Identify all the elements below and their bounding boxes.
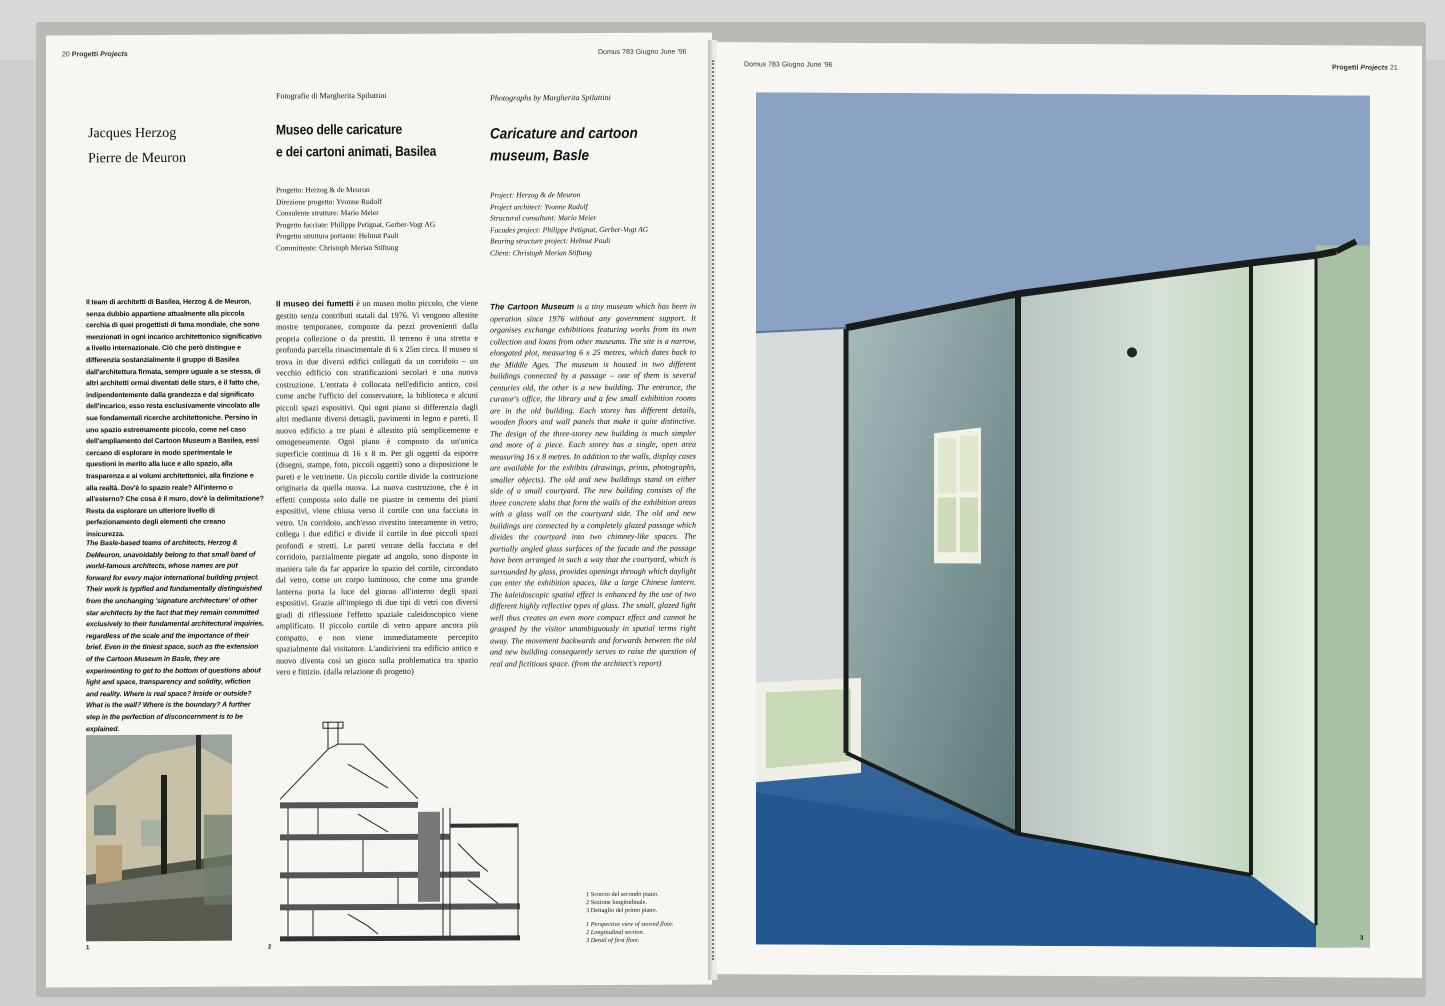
intro-english: The Basle-based teams of architects, Herzog & DeMeuron, unavoidably belong to that small band of world-famous architects, whose names are put forward for every major international building project. Their work is typified and fundamentally distinguished from the unchanging 'signature architecture' of other star architects by the fact that they remain committed exclusively to their fundamental architectural inquiries, regardless of the scale and the importance of their brief. Even in the tiniest space, such as the extension of the Cartoon Museum in Basle, they are experimenting to get to the bottom of questions about light and space, transparency and solidity, wfiction and reality. Where is real space? Inside or outside? What is the wall? Where is the boundary? A further step in the perfection of disconcernment is to be explained.	[86, 539, 264, 733]
title-english: Caricature and cartoon museum, Basle	[490, 124, 638, 165]
project-credits-it: Progetto: Herzog & de Meuron Direzione progetto: Yvonne Rudolf Consulente strutture: Mario Meier Progetto facciate: Philippe Petignat, Gerber-Vogt AG Progetto struttura portante: Helmut Pauli Committente: Christoph Merian Stiftung	[276, 185, 436, 252]
gallery-interior-photo	[756, 92, 1370, 947]
title-italian: Museo delle caricature e dei cartoni animati, Basilea	[276, 120, 437, 160]
page-number: 20	[62, 51, 70, 59]
longitudinal-section	[268, 703, 528, 954]
body-en-lead: The Cartoon Museum	[490, 302, 575, 312]
folio-left	[62, 51, 128, 58]
folio-right: Progetti Projects 21	[1332, 64, 1398, 72]
body-italian: Il museo dei fumetti è un museo molto piccolo, che viene gestito senza contributi statali dal 1976. Vi vengono allestite mostre temporanee, composte da pezzi provenienti dalla propria collezione o da prestiti. Il terreno è una stretta e profonda parcella rinascimentale di 6 x 25m circa. Il museo si trova in due diversi edifici collegati da un corridoio – un vecchio edificio con stratificazioni secolari e una nuova costruzione. L'entrata è collocata nell'edificio antico, così come anche l'ufficio del conservatore, la biblioteca e alcuni piccoli spazi espositivi. Qui ogni piano si differenzia dagli altri mediante diversi dettagli, pavimenti in legno e pareti. Il nuovo edificio a tre piani è allestito più semplicemente e omogeneamente. Ogni piano è composto da un'unica superficie continua di 16 x 8 m. Per gli oggetti da esporre (disegni, stampe, foto, piccoli oggetti) sono a disposizione le pareti e le vetrinette. Un piccolo cortile divide la costruzione originaria da quella nuova. La nuova costruzione, che è in effetti composta solo dalle tre piastre in cemento dei piani espositivi, viene chiusa verso il cortile con una facciata in vetro. Un corridoio, anch'esso rivestito interamente in vetro, collega i due edifici e divide il cortile in due piccoli spazi profondi e stretti. Le pareti vetrate della facciata e del corridoio, parzialmente piegate ad angolo, sono disposte in maniera tale da far apparire lo spazio del cortile, circondato dal vetro, come un corpo luminoso, che come una grande lanterna porta la luce del giorno all'interno degli spazi espositivi. Grazie all'impiego di due tipi di vetri con diversi gradi di riflessione l'effetto spaziale caleidoscopico viene amplificato. Il piccolo cortile di vetro appare ancora più compatto, e non viene immediatamente percepito spazialmente dal visitatore. L'andirivieni tra edificio antico e nuovo diventa così un gioco sulla problematica tra spazio vero e fittizio. (dalla relazione di progetto)	[276, 298, 478, 677]
author-2: Pierre de Meuron	[88, 150, 186, 167]
figure-2-section-drawing	[268, 703, 528, 954]
figure-1-number: 1	[86, 945, 90, 952]
body-it-lead: Il museo dei fumetti	[276, 299, 354, 309]
left-page	[46, 33, 712, 988]
right-page	[716, 42, 1422, 978]
photo-credit-it: Fotografie di Margherita Spiluttini	[276, 90, 387, 101]
section-label-en: Projects	[100, 51, 128, 59]
folio-issue-right: Domus 783 Giugno June '96	[744, 61, 833, 69]
body-english: The Cartoon Museum is a tiny museum which has been in operation since 1976 without any government support. It organises exchange exhibitions featuring works from its own collection and loans from other museums. The site is a narrow, elongated plot, measuring 6 x 25 metres, which dates back to the Middle Ages. The museum is housed in two different buildings connected by a passage – one of them is several centuries old, the other is a new building. The entrance, the curator's office, the library and a few small exhibition rooms are in the old building. Each storey has different details, wooden floors and wall panels that make it quite distinctive. The design of the three-storey new building is much simpler and more of a piece. Each storey has a single, open area measuring 16 x 8 metres. In addition to the walls, display cases are available for the exhibits (drawings, prints, photographs, smaller objects). The old and new buildings stand on either side of a small courtyard. The new building consists of the three concrete slabs that form the walls of the exhibition areas with a glass wall on the courtyard side. The old and new buildings are connected by a completely glazed passage which divides the courtyard into two chimney-like spaces. The partially angled glass surfaces of the facade and the passage have been arranged in such a way that the courtyard, which is surrounded by glass, provides openings through which daylight can enter the exhibition spaces, like a large Chinese lantern. The kaleidoscopic spatial effect is enhanced by the use of two different highly reflective types of glass. The small, glazed light well thus creates an even more compact effect and cannot be grasped by the visitor unambiguously in spatial terms right away. The movement backwards and forwards between the old and new building consequently serves to raise the question of real and fictitious space. (from the architect's report)	[490, 301, 696, 669]
figure-3-number: 3	[1360, 935, 1364, 942]
author-1: Jacques Herzog	[88, 125, 177, 142]
section-label: Progetti	[71, 51, 99, 59]
figure-captions: 1 Scorcio del secondo piano. 2 Sezione longitudinale. 3 Dettaglio del primo piano. 1 Perspective view of second floor. 2 Longitudinal section. 3 Detail of first floor.	[586, 890, 674, 945]
authors	[88, 121, 186, 171]
courtyard-photo	[86, 735, 232, 942]
page-number-right: 21	[1389, 64, 1398, 72]
intro-italian: Il team di architetti di Basilea, Herzog & de Meuron, senza dubbio appartiene attualmente alla piccola cerchia di quei progettisti di fama mondiale, che sono menzionati in ogni incarico architettonico significativo a livello internazionale. Ciò che però distingue e differenzia sostanzialmente il gruppo di Basilea dall'architettura firmata, sempre uguale a se stessa, di altri architetti ormai diventati delle stars, è il fatto che, indipendentemente dalla grandezza e dal significato dell'incarico, esso resta esclusivamente vincolato alle sue fondamentali ricerche architettoniche. Persino in uno spazio estremamente piccolo, come nel caso dell'ampliamento del Cartoon Museum a Basilea, essi cercano di esplorare in modo sperimentale le questioni in merito alla luce e allo spazio, alla trasparenza e ai volumi architettonici, alla finzione e alla realtà. Dov'è lo spazio reale? All'interno o all'esterno? Che cosa è il muro, dov'è la delimitazione? Resta da esplorare un ulteriore livello di perfezionamento degli elementi che creano insicurezza.	[86, 298, 264, 539]
photo-credit-en: Photographs by Margherita Spiluttini	[490, 92, 611, 103]
figure-1-photo	[86, 735, 232, 942]
figure-2-number: 2	[268, 944, 272, 951]
project-credits-en: Project: Herzog & de Meuron Project architect: Yvonne Rudolf Structural consultant: Mario Meier Facades project: Philippe Petignat, Gerber-Vogt AG Bearing structure project: Helmut Pauli Client: Christoph Merian Stiftung	[490, 190, 649, 258]
folio-issue-left: Domus 783 Giugno June '96	[598, 48, 687, 57]
figure-3-photo	[756, 92, 1370, 947]
